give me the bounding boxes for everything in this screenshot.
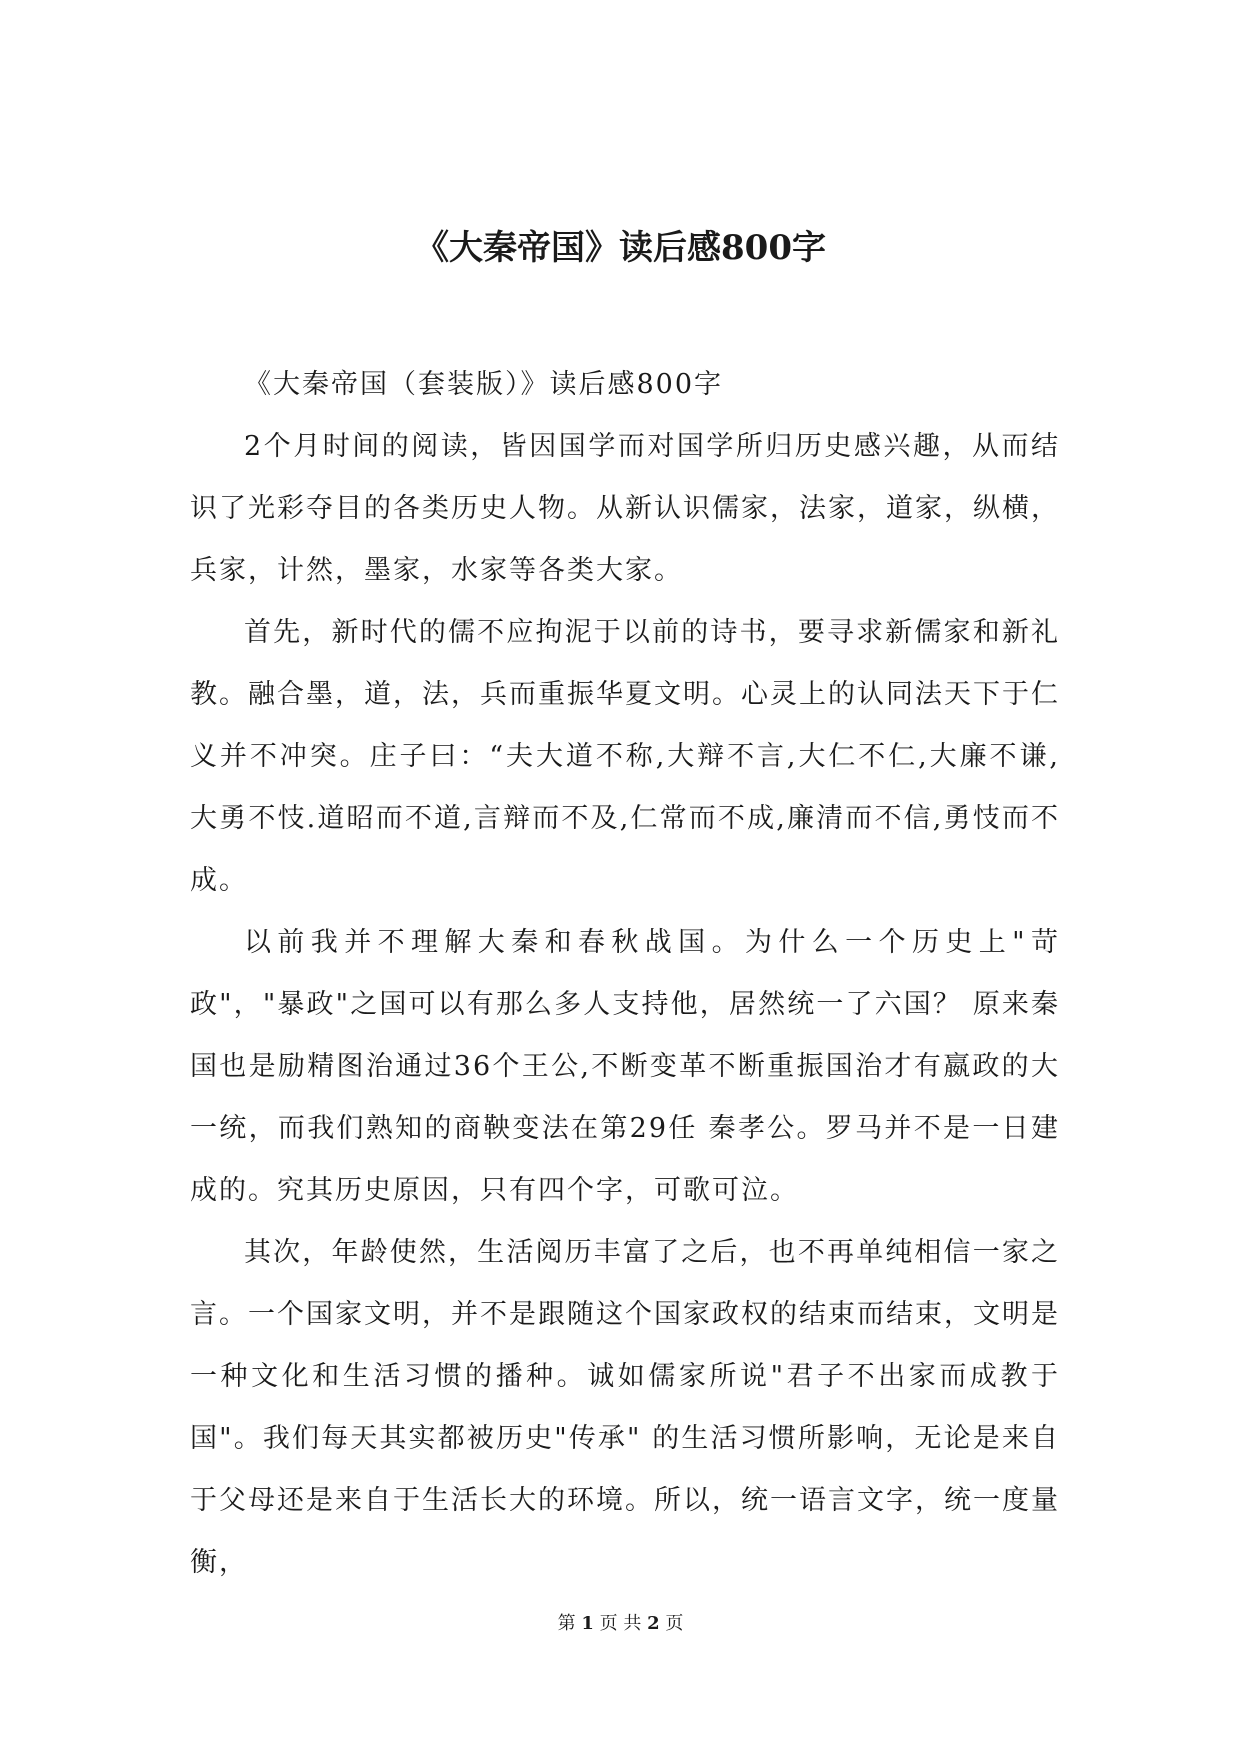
footer-suffix: 页 — [665, 1613, 684, 1634]
paragraph-2: 首先，新时代的儒不应拘泥于以前的诗书，要寻求新儒家和新礼教。融合墨，道，法，兵而重振华夏文明。心灵上的认同法天下于仁义并不冲突。庄子曰：“夫大道不称,大辩不言,大仁不仁,大廉不谦,大勇不忮.道昭而不道,言辩而不及,仁常而不成,廉清而不信,勇忮而不成。 — [190, 617, 1060, 896]
footer-prefix: 第 — [557, 1613, 576, 1634]
document-title: 《大秦帝国》读后感800字 — [415, 228, 826, 268]
footer-middle: 页 共 — [599, 1613, 642, 1634]
paragraph-3: 以前我并不理解大秦和春秋战国。为什么一个历史上"苛政"，"暴政"之国可以有那么多人支持他，居然统一了六国？ 原来秦国也是励精图治通过36个王公,不断变革不断重振国治才有嬴政的大一统，而我们熟知的商鞅变法在第29任 秦孝公。罗马并不是一日建成的。究其历史原因，只有四个字，可歌可泣。 — [190, 927, 1060, 1206]
document-body — [190, 354, 1060, 1594]
page-footer — [0, 1612, 1241, 1636]
paragraph-1: 2个月时间的阅读，皆因国学而对国学所归历史感兴趣，从而结识了光彩夺目的各类历史人物。从新认识儒家，法家，道家，纵横，兵家，计然，墨家，水家等各类大家。 — [190, 431, 1060, 586]
paragraph-4: 其次，年龄使然，生活阅历丰富了之后，也不再单纯相信一家之言。一个国家文明，并不是跟随这个国家政权的结束而结束，文明是一种文化和生活习惯的播种。诚如儒家所说"君子不出家而成教于国"。我们每天其实都被历史"传承" 的生活习惯所影响，无论是来自于父母还是来自于生活长大的环境。所以，统一语言文字，统一度量衡， — [190, 1237, 1060, 1578]
footer-page-number: 1 — [581, 1613, 594, 1634]
footer-total-pages: 2 — [647, 1613, 660, 1634]
paragraph-subtitle: 《大秦帝国（套装版）》读后感800字 — [244, 369, 724, 400]
